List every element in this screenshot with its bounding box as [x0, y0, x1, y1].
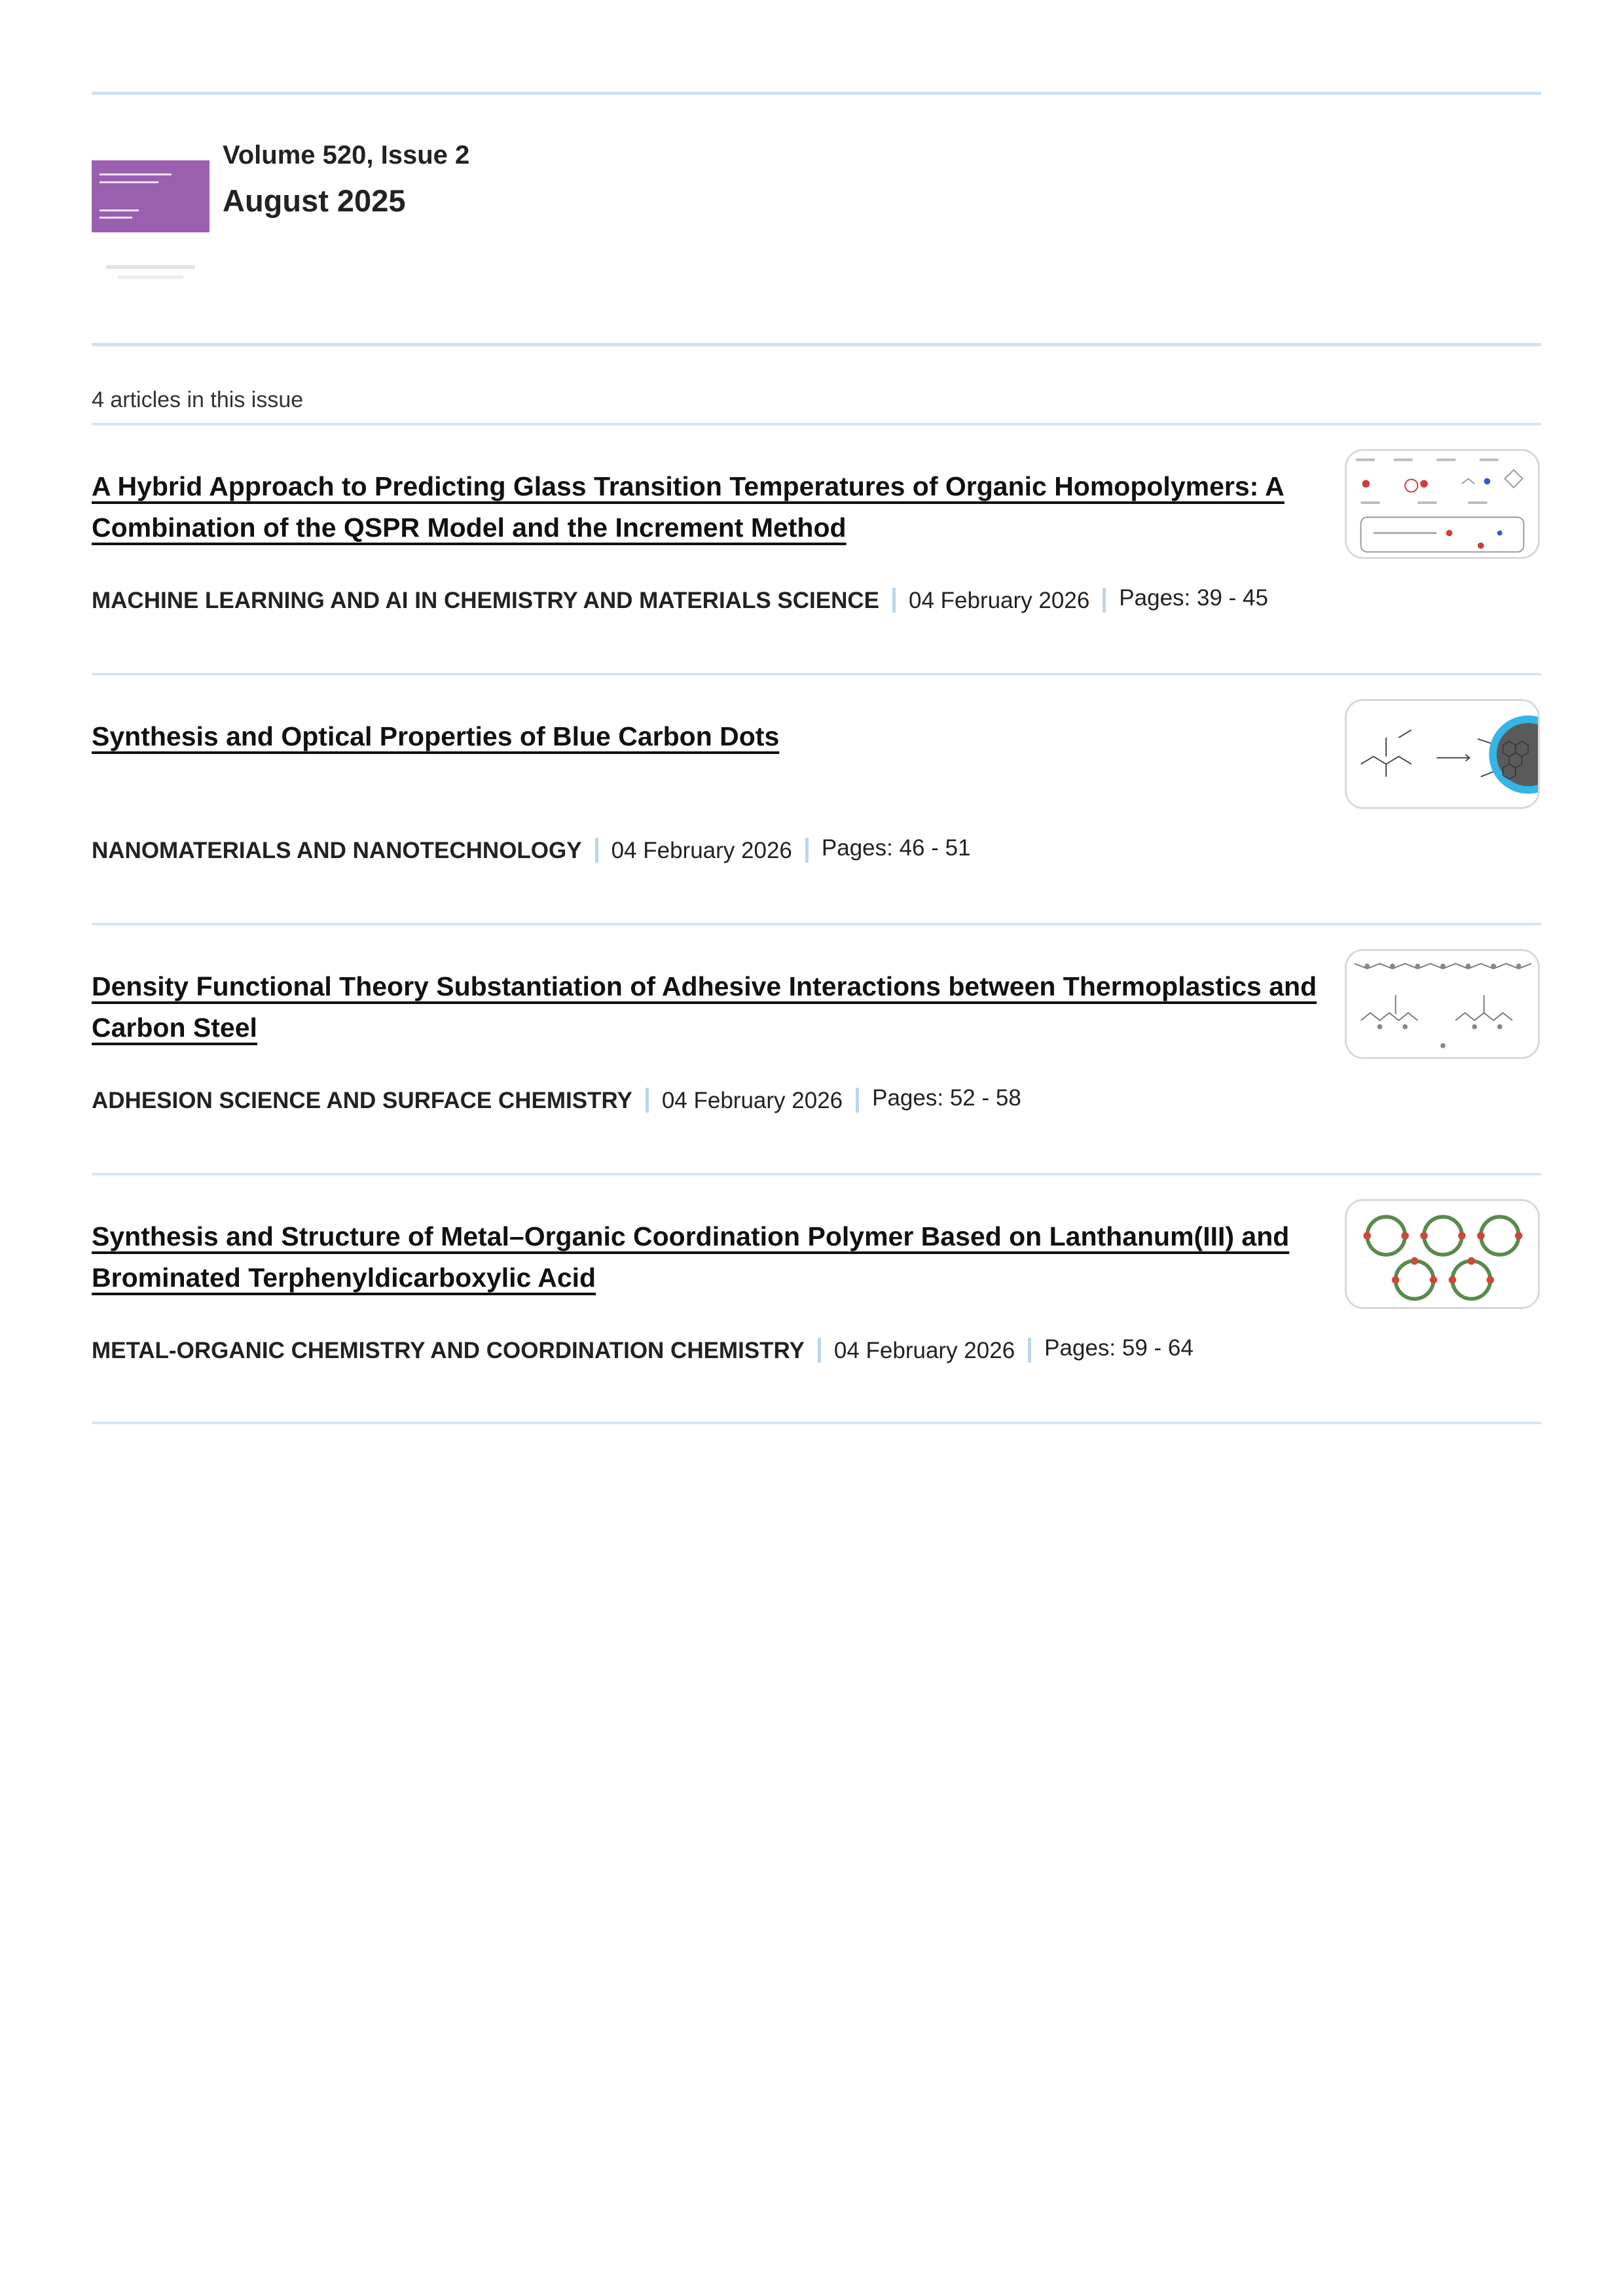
- graphical-abstract-image[interactable]: [1345, 1199, 1540, 1309]
- graphical-abstract-image[interactable]: [1345, 449, 1540, 559]
- article-title[interactable]: [92, 966, 1336, 1049]
- article-meta: [92, 1335, 1194, 1364]
- bottom-divider: [92, 1422, 1541, 1424]
- article-meta: [92, 835, 971, 864]
- article-date: 04 February 2026: [833, 1338, 1015, 1363]
- article-meta: [92, 585, 1268, 614]
- issue-date: August 2025: [223, 183, 406, 218]
- article-title-link[interactable]: Synthesis and Structure of Metal–Organic Coordination Polymer Based on Lanthanum(III) and Brominated Terphenyldicarboxylic Acid: [92, 1221, 1290, 1293]
- article-item: [92, 716, 1541, 932]
- article-divider: [92, 1173, 1541, 1175]
- header-divider: [92, 343, 1541, 346]
- article-date: 04 February 2026: [661, 1088, 843, 1113]
- article-pages: Pages: 46 - 51: [821, 835, 971, 861]
- graphical-abstract-image[interactable]: [1345, 949, 1540, 1059]
- article-title[interactable]: [92, 716, 1336, 757]
- article-item: [92, 1216, 1541, 1432]
- journal-cover-image[interactable]: [92, 141, 210, 291]
- top-divider: [92, 92, 1541, 95]
- article-date: 04 February 2026: [611, 838, 792, 863]
- volume-issue: Volume 520, Issue 2: [223, 141, 470, 170]
- articles-count: 4 articles in this issue: [92, 387, 304, 412]
- article-category[interactable]: NANOMATERIALS AND NANOTECHNOLOGY: [92, 838, 582, 863]
- article-pages: Pages: 52 - 58: [872, 1085, 1021, 1111]
- article-pages: Pages: 59 - 64: [1044, 1335, 1194, 1361]
- article-divider: [92, 673, 1541, 675]
- article-meta: [92, 1085, 1021, 1114]
- article-title-link[interactable]: Synthesis and Optical Properties of Blue Carbon Dots: [92, 721, 780, 751]
- graphical-abstract-image[interactable]: [1345, 699, 1540, 809]
- article-item: [92, 966, 1541, 1182]
- article-date: 04 February 2026: [909, 588, 1090, 613]
- article-title[interactable]: [92, 1216, 1336, 1299]
- article-divider: [92, 923, 1541, 925]
- article-title-link[interactable]: Density Functional Theory Substantiation of Adhesive Interactions between Thermoplastics and Carbon Steel: [92, 971, 1317, 1043]
- article-category[interactable]: METAL-ORGANIC CHEMISTRY AND COORDINATION CHEMISTRY: [92, 1338, 805, 1363]
- article-category[interactable]: MACHINE LEARNING AND AI IN CHEMISTRY AND MATERIALS SCIENCE: [92, 588, 879, 613]
- article-category[interactable]: ADHESION SCIENCE AND SURFACE CHEMISTRY: [92, 1088, 632, 1113]
- article-item: [92, 466, 1541, 682]
- article-pages: Pages: 39 - 45: [1119, 585, 1268, 611]
- article-title[interactable]: [92, 466, 1336, 548]
- list-divider: [92, 423, 1541, 425]
- article-title-link[interactable]: A Hybrid Approach to Predicting Glass Transition Temperatures of Organic Homopolymers: A Combination of the QSPR Model and the Increment Method: [92, 471, 1285, 543]
- issue-header: [92, 141, 1541, 291]
